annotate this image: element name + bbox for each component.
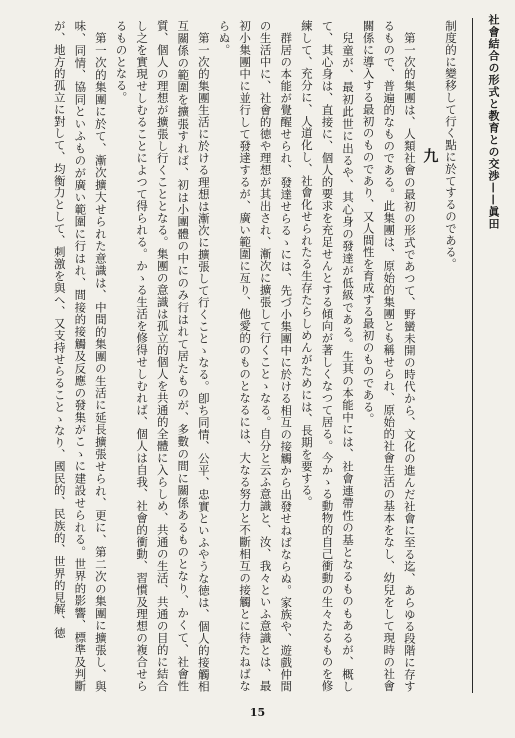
paragraph: 第一次的集團に於て、漸次擴大せられた意識は、中間的集團の生活に延長擴張せられ、更に、第二次の集團に擴張し、與味、同情、協同といふものが廣い範圍に行はれ、間接的接觸及反應の發集がこゝに建設せられる。世界的影響、標準及判斷が、地方的孤立に對して、均衡力として、刺激を與へ、又支持せらることゝなり、國民的、民族的、世界的見解、徳 <box>52 20 108 692</box>
header-rule <box>472 18 473 693</box>
section-heading: 九 <box>421 147 440 163</box>
page-number: 15 <box>249 706 266 719</box>
paragraph: 兒童が、最初此世に出るや、其心身の發達が低級である。生其の本能中には、社會連帶性の基となるものもあるが、概して、其心身は、直接に、個人的要求を充足せんとする傾向が著しくなつて居る。今かゝる動物的自己衝動の生々たるものを修練して、充分に、人道化し、社會化せられたる生存たらしめんがためには、長期を要する。 <box>299 20 356 692</box>
paragraph: 第一次的集團生活に於ける理想は漸次に擴張して行くことゝなる。卽ち同情、公平、忠實といふやうな徳は、個人的接觸相互關係の範圍を擴張すれば、初は小團體の中にのみ行はれて居たものが、多數の間に關係あるものとなり、かくて、社會性質、個人の理想が擴張し行くこととなる。集團の意識は孤立的個人を共通的全體に入らしめ、共通の生活、共通の目的に結合し之を實現せしむることによつて得られる。かゝる生活を修得せしむれば、個人は自我、社會的衝動、習慣及理想の複合せらるものとなる。 <box>114 20 211 692</box>
paragraph: 第一次的集團は、人類社會の最初の形式であつて、野蠻未開の時代から、文化の進んだ社會に至る迄、あらゆる段階に存するもので、普遍的なものである。此集團は、原始的集團とも稱せられ、原始的社會生活の基本をなし、幼兒をして現時の社會關係に導入する最初のものであり、又人間性を育成する最初のものである。 <box>361 20 417 692</box>
paragraph: 群居の本能が覺醒せられ、發達せらるゝには、先づ小集團中に於ける相互の接觸から出發せねばならぬ。家族や、遊戲仲間の生活中に、社會的徳や理想が其出され、漸次に擴張して行くことゝなる。自分と云ふ意識と、汝、我々といふ意識とは、最初小集團中に並行して發達するが、廣い範圍に亙り、他愛的のものとなるには、大なる努力と不斷相互の接觸とに待たねばならぬ。 <box>217 20 294 692</box>
running-header: 社會結合の形式と教育との交渉——眞田 <box>487 14 500 230</box>
body-text <box>33 20 461 692</box>
continued-paragraph: 制度的に變移して行く點に於てするのである。 <box>444 20 458 270</box>
